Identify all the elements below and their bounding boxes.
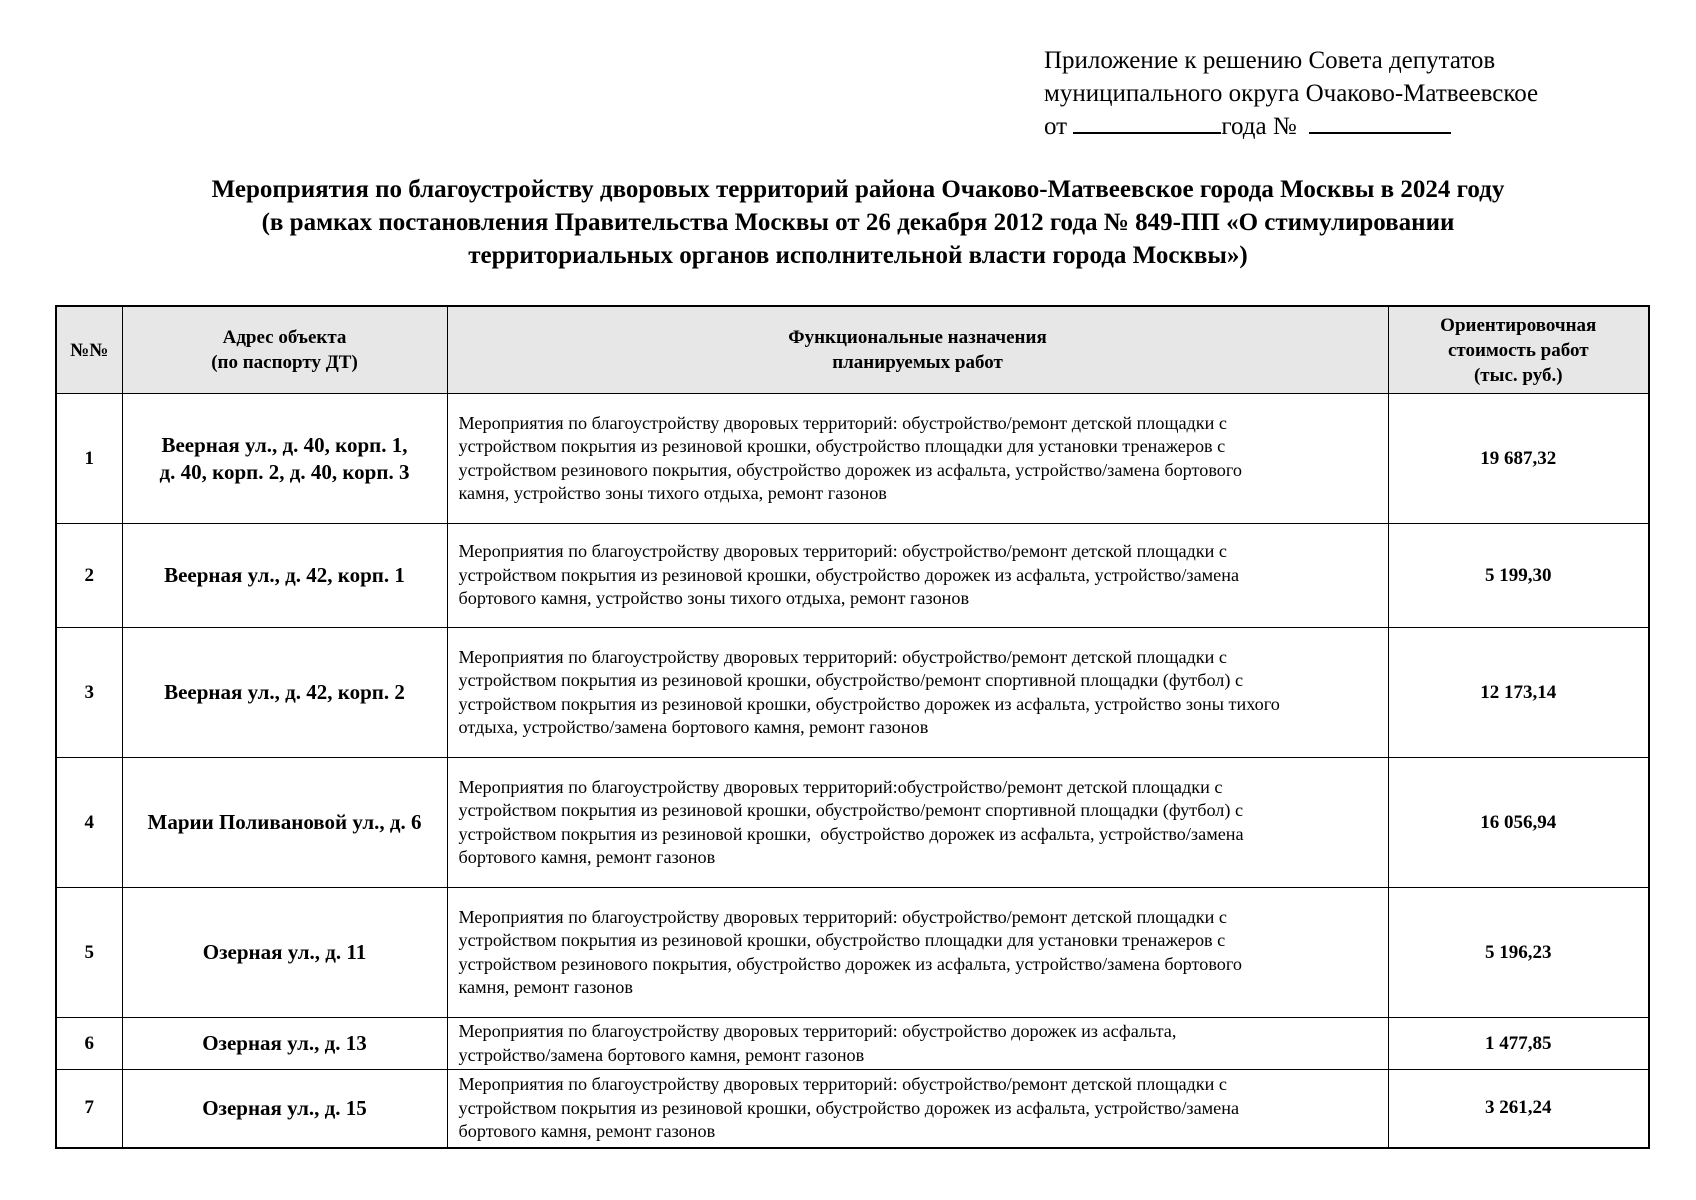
row-number: 4: [56, 758, 122, 888]
approval-year-label: года №: [1221, 113, 1303, 140]
document-title: [60, 173, 1656, 272]
header-num: №№: [56, 306, 122, 394]
row-address: [122, 1018, 447, 1070]
row-address: [122, 888, 447, 1018]
title-line-3: территориальных органов исполнительной власти города Москвы»): [468, 242, 1248, 269]
number-blank-field: [1309, 110, 1451, 134]
row-number: 1: [56, 394, 122, 524]
row-description: [447, 758, 1388, 888]
description-line: устройством резинового покрытия, обустройство дорожек из асфальта, устройство/замена бортового: [458, 953, 1242, 974]
works-table: [55, 305, 1650, 1149]
table-row: [56, 1018, 1649, 1070]
approval-line-3: [1044, 110, 1644, 143]
description-line: камня, устройство зоны тихого отдыха, ремонт газонов: [458, 483, 887, 503]
row-address: [122, 524, 447, 628]
address-line: д. 40, корп. 2, д. 40, корп. 3: [159, 459, 410, 484]
row-description: [447, 888, 1388, 1018]
header-cost: Ориентировочная стоимость работ (тыс. руб.): [1388, 306, 1649, 394]
row-address: [122, 1070, 447, 1148]
address-line: Марии Поливановой ул., д. 6: [147, 810, 422, 834]
row-cost: 3 261,24: [1388, 1070, 1649, 1148]
description-line: отдыха, устройство/замена бортового камня, ремонт газонов: [458, 717, 929, 737]
row-address: [122, 394, 447, 524]
title-line-1: Мероприятия по благоустройству дворовых территорий района Очаково-Матвеевское города Москвы в 2024 году: [211, 176, 1505, 203]
description-line: устройством покрытия из резиновой крошки, обустройство площадки для установки тренажеров с: [458, 436, 1226, 456]
row-number: 5: [56, 888, 122, 1018]
row-description: [447, 1070, 1388, 1148]
row-address: [122, 758, 447, 888]
approval-block: [1044, 44, 1644, 143]
description-line: Мероприятия по благоустройству дворовых территорий: обустройство/ремонт детской площадки с: [458, 646, 1227, 667]
address-line: Веерная ул., д. 42, корп. 1: [164, 563, 405, 587]
table-row: [56, 758, 1649, 888]
row-cost: 19 687,32: [1388, 394, 1649, 524]
description-line: устройство/замена бортового камня, ремонт газонов: [458, 1044, 865, 1065]
description-line: устройством покрытия из резиновой крошки, обустройство дорожек из асфальта, устройство/замена: [458, 823, 1244, 844]
row-cost: 5 196,23: [1388, 888, 1649, 1018]
row-description: [447, 1018, 1388, 1070]
table-row: [56, 888, 1649, 1018]
approval-line-1: Приложение к решению Совета депутатов: [1044, 47, 1496, 74]
date-blank-field: [1073, 110, 1221, 134]
description-line: Мероприятия по благоустройству дворовых территорий:обустройство/ремонт детской площадки с: [458, 776, 1223, 797]
address-line: Озерная ул., д. 11: [202, 940, 367, 964]
description-line: устройством покрытия из резиновой крошки, обустройство дорожек из асфальта, устройство зоны тихого: [458, 693, 1280, 714]
table-row: [56, 524, 1649, 628]
description-line: Мероприятия по благоустройству дворовых территорий: обустройство дорожек из асфальта,: [458, 1021, 1177, 1041]
description-line: устройством покрытия из резиновой крошки, обустройство/ремонт спортивной площадки (футбол) с: [458, 800, 1244, 820]
row-description: [447, 628, 1388, 758]
description-line: бортового камня, ремонт газонов: [458, 847, 716, 867]
row-number: 6: [56, 1018, 122, 1070]
row-description: [447, 394, 1388, 524]
table-row: [56, 628, 1649, 758]
description-line: Мероприятия по благоустройству дворовых территорий: обустройство/ремонт детской площадки с: [458, 541, 1227, 562]
title-line-2: (в рамках постановления Правительства Москвы от 26 декабря 2012 года № 849-ПП «О стимулировании: [261, 209, 1455, 236]
description-line: устройством резинового покрытия, обустройство дорожек из асфальта, устройство/замена бортового: [458, 459, 1242, 480]
row-number: 7: [56, 1070, 122, 1148]
description-line: бортового камня, устройство зоны тихого отдыха, ремонт газонов: [458, 588, 970, 609]
table-row: [56, 1070, 1649, 1148]
address-line: Веерная ул., д. 40, корп. 1,: [161, 432, 408, 457]
address-line: Озерная ул., д. 15: [202, 1095, 367, 1120]
table-header-row: [56, 306, 1649, 394]
approval-from-label: от: [1044, 113, 1074, 140]
description-line: устройством покрытия из резиновой крошки, обустройство дорожек из асфальта, устройство/замена: [458, 1097, 1240, 1118]
row-cost: 12 173,14: [1388, 628, 1649, 758]
approval-line-2: муниципального округа Очаково-Матвеевское: [1044, 80, 1539, 107]
description-line: Мероприятия по благоустройству дворовых территорий: обустройство/ремонт детской площадки с: [458, 1074, 1227, 1094]
header-address: Адрес объекта (по паспорту ДТ): [122, 306, 447, 394]
row-description: [447, 524, 1388, 628]
description-line: камня, ремонт газонов: [458, 977, 633, 997]
table-row: [56, 394, 1649, 524]
address-line: Веерная ул., д. 42, корп. 2: [164, 680, 405, 704]
row-number: 3: [56, 628, 122, 758]
row-address: [122, 628, 447, 758]
address-line: Озерная ул., д. 13: [202, 1031, 367, 1055]
description-line: устройством покрытия из резиновой крошки, обустройство дорожек из асфальта, устройство/замена: [458, 564, 1240, 585]
description-line: устройством покрытия из резиновой крошки, обустройство площадки для установки тренажеров с: [458, 930, 1226, 950]
description-line: устройством покрытия из резиновой крошки, обустройство/ремонт спортивной площадки (футбол) с: [458, 670, 1244, 690]
row-cost: 1 477,85: [1388, 1018, 1649, 1070]
row-number: 2: [56, 524, 122, 628]
description-line: Мероприятия по благоустройству дворовых территорий: обустройство/ремонт детской площадки с: [458, 412, 1227, 433]
description-line: Мероприятия по благоустройству дворовых территорий: обустройство/ремонт детской площадки с: [458, 906, 1227, 927]
description-line: бортового камня, ремонт газонов: [458, 1121, 716, 1141]
row-cost: 5 199,30: [1388, 524, 1649, 628]
row-cost: 16 056,94: [1388, 758, 1649, 888]
header-functions: Функциональные назначения планируемых работ: [447, 306, 1388, 394]
